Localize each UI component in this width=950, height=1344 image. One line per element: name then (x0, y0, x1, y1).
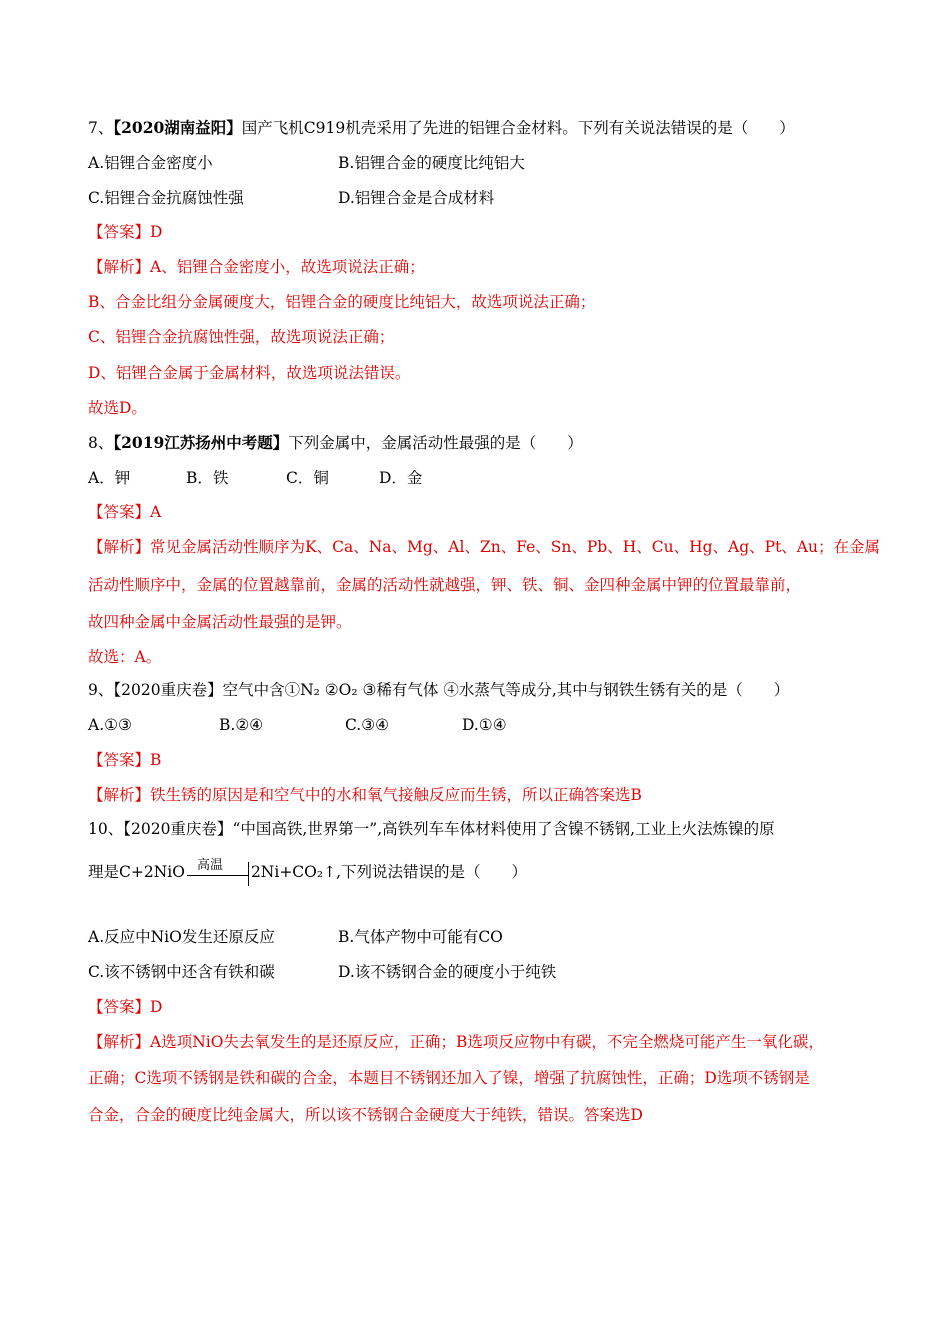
q10-formula-reactants: 理是C+2NiO (88, 863, 185, 881)
q8-answer-label: 【答案】 (88, 503, 151, 521)
q9-analysis-text: 铁生锈的原因是和空气中的水和氧气接触反应而生锈，所以正确答案选B (150, 786, 642, 804)
q10-option-b: B.气体产物中可能有CO (338, 928, 503, 946)
q10-analysis-text: A选项NiO失去氧发生的是还原反应，正确；B选项反应物中有碳，不完全燃烧可能产生一氧化碳， (150, 1033, 824, 1051)
q9-option-d: D.①④ (462, 716, 507, 734)
q10-reaction-condition-arrow (187, 858, 249, 884)
q10-formula-products: 2Ni+CO₂↑,下列说法错误的是（ ） (250, 863, 528, 881)
q10-stem-line (88, 819, 775, 839)
q8-analysis-line-2: 活动性顺序中，金属的位置越靠前，金属的活动性就越强，钾、铁、铜、金四种金属中钾的位置最靠前， (88, 576, 802, 594)
q9-stem: 空气中含①N₂ ②O₂ ③稀有气体 ④水蒸气等成分,其中与钢铁生锈有关的是（ ） (222, 681, 790, 699)
q7-analysis-line-4: D、铝锂合金属于金属材料，故选项说法错误。 (88, 364, 411, 382)
q10-analysis-label: 【解析】 (88, 1033, 151, 1051)
q10-answer-line (88, 997, 162, 1017)
q10-answer: D (150, 998, 163, 1016)
q8-answer-line (88, 502, 161, 522)
q7-analysis-line-3: C、铝锂合金抗腐蚀性强，故选项说法正确； (88, 328, 395, 346)
q10-option-a: A.反应中NiO发生还原反应 (88, 928, 275, 946)
q10-option-d: D.该不锈钢合金的硬度小于纯铁 (338, 963, 557, 981)
q7-stem-line (88, 118, 795, 138)
q7-analysis-line-2: B、合金比组分金属硬度大，铝锂合金的硬度比纯铝大，故选项说法正确； (88, 293, 596, 311)
q7-answer-label: 【答案】 (88, 223, 151, 241)
q9-option-b: B.②④ (219, 716, 264, 734)
q9-answer-label: 【答案】 (88, 751, 151, 769)
q7-number: 7、 (88, 119, 114, 137)
q8-analysis-text: 常见金属活动性顺序为K、Ca、Na、Mg、Al、Zn、Fe、Sn、Pb、H、Cu、Hg、Ag、Pt、Au；在金属 (150, 538, 880, 556)
q7-option-d: D.铝锂合金是合成材料 (338, 189, 495, 207)
q8-analysis-line-4: 故选：A。 (88, 648, 162, 666)
q10-option-c: C.该不锈钢中还含有铁和碳 (88, 963, 275, 981)
q7-option-c: C.铝锂合金抗腐蚀性强 (88, 189, 244, 207)
q7-option-b: B.铝锂合金的硬度比纯铝大 (338, 154, 525, 172)
q10-analysis-line-2: 正确；C选项不锈钢是铁和碳的合金，本题目不锈钢还加入了镍，增强了抗腐蚀性，正确；D选项不锈钢是 (88, 1069, 810, 1087)
q9-answer: B (150, 751, 162, 769)
q9-stem-line (88, 680, 789, 700)
q10-analysis-line-1 (88, 1032, 824, 1052)
q9-option-a: A.①③ (88, 716, 132, 734)
q10-reaction-condition: 高温 (196, 858, 223, 873)
q8-option-c: C．铜 (286, 469, 329, 487)
q7-option-a: A.铝锂合金密度小 (88, 154, 213, 172)
q7-analysis-line-5: 故选D。 (88, 399, 147, 417)
q8-source-tag: 【2019江苏扬州中考题】 (113, 433, 289, 452)
q8-option-a: A．钾 (88, 469, 131, 487)
q7-analysis-line-1 (88, 257, 425, 277)
q7-analysis-text: A、铝锂合金密度小，故选项说法正确； (150, 258, 425, 276)
q7-answer-line (88, 222, 162, 242)
q10-reaction-equation (88, 858, 528, 892)
q10-stem: “中国高铁,世界第一”,高铁列车车体材料使用了含镍不锈钢,工业上火法炼镍的原 (232, 820, 775, 838)
q10-answer-label: 【答案】 (88, 998, 151, 1016)
q8-answer: A (150, 503, 162, 521)
q7-source-tag: 【2020湖南益阳】 (113, 118, 242, 137)
q9-option-c: C.③④ (345, 716, 390, 734)
q7-analysis-label: 【解析】 (88, 258, 151, 276)
q8-stem: 下列金属中，金属活动性最强的是（ ） (288, 434, 583, 452)
q10-number: 10、 (88, 820, 124, 838)
q8-number: 8、 (88, 434, 114, 452)
q8-option-d: D．金 (379, 469, 423, 487)
q9-source-tag: 【2020重庆卷】 (113, 681, 223, 699)
q9-analysis-line-1 (88, 785, 642, 805)
q7-stem: 国产飞机C919机壳采用了先进的铝锂合金材料。下列有关说法错误的是（ ） (241, 119, 795, 137)
q8-analysis-line-3: 故四种金属中金属活动性最强的是钾。 (88, 613, 352, 631)
q9-number: 9、 (88, 681, 114, 699)
q9-answer-line (88, 750, 161, 770)
q7-answer: D (150, 223, 163, 241)
q8-option-b: B．铁 (186, 469, 229, 487)
q10-analysis-line-3: 合金，合金的硬度比纯金属大，所以该不锈钢合金硬度大于纯铁，错误。答案选D (88, 1106, 643, 1124)
q8-analysis-line-1 (88, 537, 880, 557)
q8-analysis-label: 【解析】 (88, 538, 151, 556)
q10-source-tag: 【2020重庆卷】 (123, 820, 233, 838)
q8-stem-line (88, 433, 583, 453)
q9-analysis-label: 【解析】 (88, 786, 151, 804)
